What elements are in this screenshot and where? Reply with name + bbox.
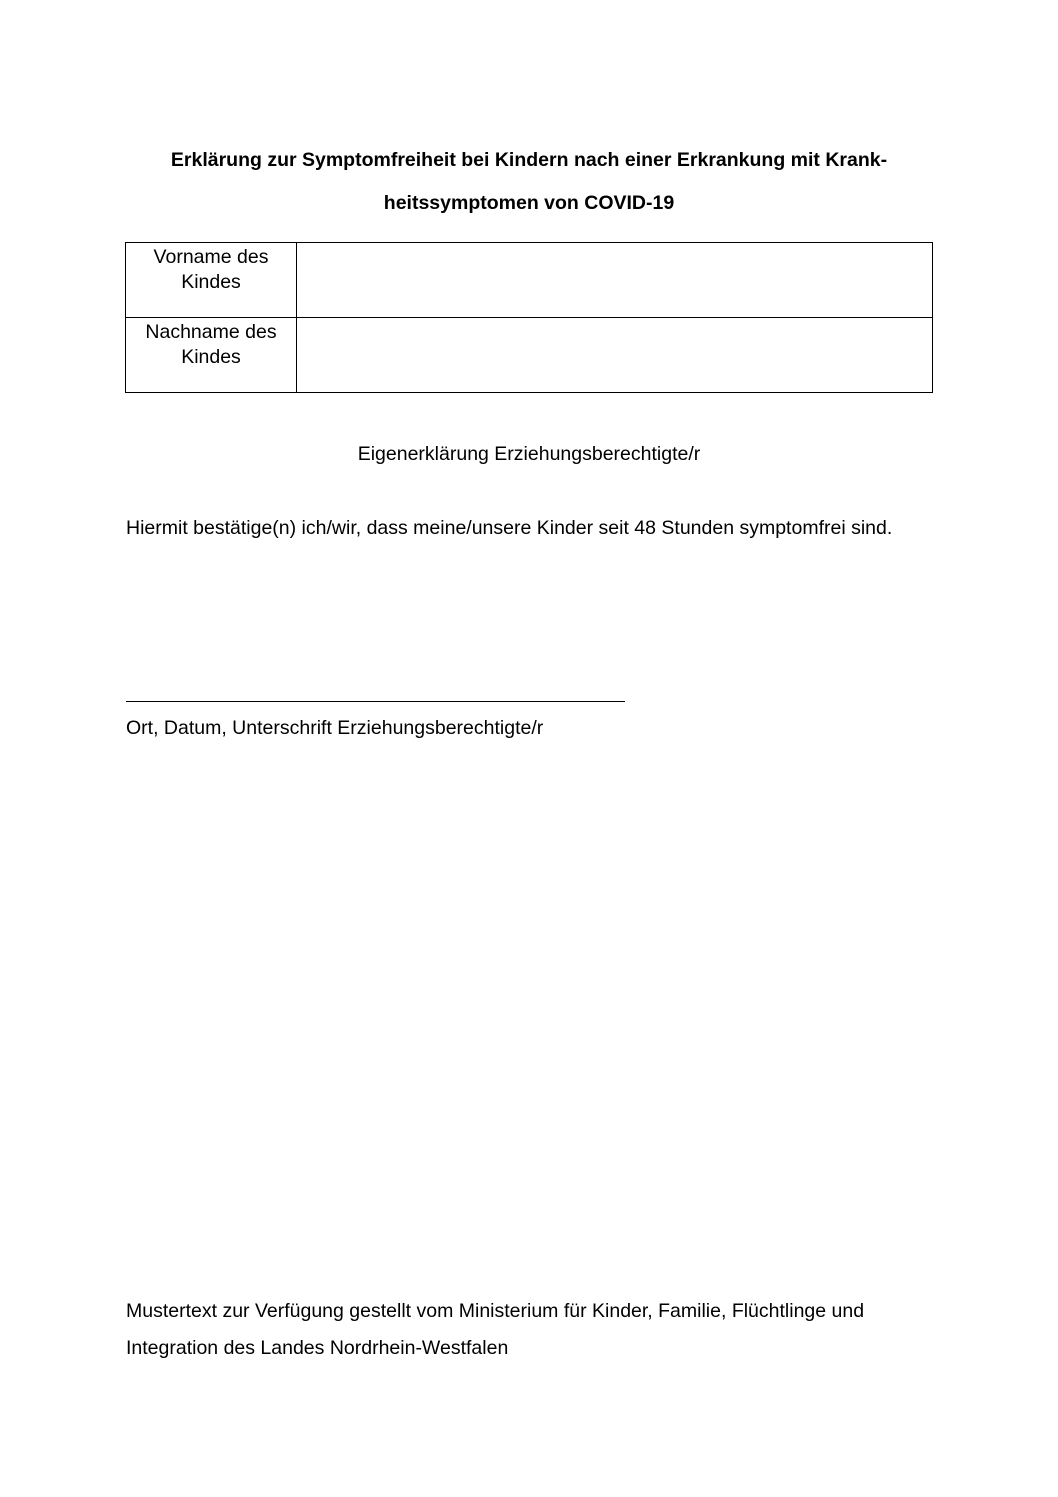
last-name-label-line-2: Kindes	[181, 346, 241, 368]
declaration-statement: Hiermit bestätige(n) ich/wir, dass meine/unsere Kinder seit 48 Stunden symptomfrei sind.	[126, 517, 893, 539]
footer-note-line-1: Mustertext zur Verfügung gestellt vom Ministerium für Kinder, Familie, Flüchtlinge und	[126, 1300, 865, 1322]
first-name-label-line-1: Vorname des	[153, 246, 269, 268]
table-row-first-name	[126, 243, 933, 318]
last-name-field[interactable]	[297, 318, 933, 393]
document-title	[126, 139, 932, 225]
footer-note	[126, 1293, 936, 1367]
first-name-label	[126, 243, 297, 318]
last-name-label	[126, 318, 297, 393]
document-title-line-2: heitssymptomen von COVID-19	[383, 192, 675, 214]
first-name-field[interactable]	[297, 243, 933, 318]
first-name-label-line-2: Kindes	[181, 271, 241, 293]
self-declaration-heading: Eigenerklärung Erziehungsberechtigte/r	[357, 443, 701, 465]
last-name-label-line-1: Nachname des	[145, 321, 277, 343]
child-info-table	[125, 242, 933, 393]
table-row-last-name	[126, 318, 933, 393]
signature-caption: Ort, Datum, Unterschrift Erziehungsberechtigte/r	[126, 717, 544, 739]
footer-note-line-2: Integration des Landes Nordrhein-Westfalen	[126, 1337, 509, 1359]
document-title-line-1: Erklärung zur Symptomfreiheit bei Kindern nach einer Erkrankung mit Krank-	[170, 149, 888, 171]
signature-line[interactable]	[126, 701, 625, 702]
